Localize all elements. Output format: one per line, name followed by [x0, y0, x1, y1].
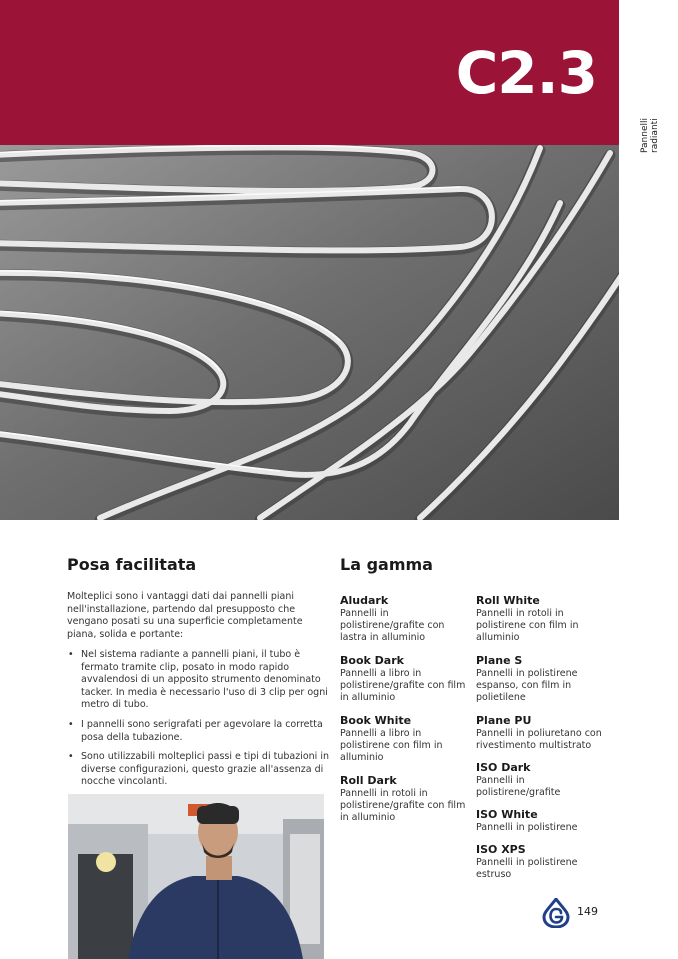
product-name: Roll White: [476, 594, 540, 607]
worker-illustration: [68, 794, 324, 959]
section-title-gamma: La gamma: [340, 555, 433, 574]
product-item: [476, 654, 606, 704]
intro-paragraph: Molteplici sono i vantaggi dati dai pannelli piani nell'installazione, partendo dal presupposto che vengano posati su una superficie completamente piana, solida e portante:: [67, 591, 303, 640]
list-item: • I pannelli sono serigrafati per agevolare la corretta posa della tubazione.: [68, 718, 323, 743]
product-name: Plane S: [476, 654, 523, 667]
product-name: Aludark: [340, 594, 389, 607]
page-number: 149: [577, 905, 598, 918]
product-desc: Pannelli in polistirene/grafite: [476, 775, 561, 798]
section-code: C2.3: [455, 39, 597, 107]
product-name: ISO White: [476, 808, 538, 821]
product-item: [476, 808, 606, 834]
bullet-icon: •: [68, 751, 74, 763]
product-desc: Pannelli in polistirene: [476, 822, 578, 833]
product-item: [476, 714, 606, 752]
product-item: [476, 843, 606, 881]
product-name: ISO Dark: [476, 761, 531, 774]
pipes-illustration: [0, 145, 619, 520]
product-item: [340, 594, 470, 644]
list-item: • Sono utilizzabili molteplici passi e tipi di tubazioni in diverse configurazioni, questo grazie all'assenza di nocche vincolanti.: [68, 751, 329, 788]
header-band: [0, 0, 619, 145]
product-name: Roll Dark: [340, 774, 397, 787]
product-name: Book Dark: [340, 654, 404, 667]
product-name: Book White: [340, 714, 412, 727]
product-desc: Pannelli in polistirene espanso, con film in polietilene: [476, 668, 578, 703]
side-tab: [640, 118, 670, 178]
product-item: [340, 654, 470, 704]
bullet-icon: •: [68, 649, 74, 660]
product-desc: Pannelli in poliuretano con rivestimento multistrato: [476, 728, 602, 751]
product-desc: Pannelli a libro in polistirene/grafite con film in alluminio: [340, 668, 466, 703]
product-item: [340, 774, 470, 824]
product-desc: Pannelli in polistirene/grafite con lastra in alluminio: [340, 608, 445, 643]
bullet-icon: •: [68, 718, 74, 730]
hero-photo: [0, 145, 619, 520]
product-item: [340, 714, 470, 764]
product-item: [476, 594, 606, 644]
list-item: • Nel sistema radiante a pannelli piani, il tubo è fermato tramite clip, posato in modo rapido avvalendosi di un apposito strumento denominato tacker. In media è necessario l'uso di 3 clip per ogni metro di tubo.: [68, 649, 328, 711]
product-desc: Pannelli in rotoli in polistirene con film in alluminio: [476, 608, 579, 643]
product-desc: Pannelli in rotoli in polistirene/grafite con film in alluminio: [340, 788, 466, 823]
worker-photo: [68, 794, 324, 959]
product-name: Plane PU: [476, 714, 532, 727]
product-desc: Pannelli in polistirene estruso: [476, 857, 578, 880]
product-desc: Pannelli a libro in polistirene con film in alluminio: [340, 728, 443, 763]
advantages-list: [67, 649, 329, 796]
section-title-posa: Posa facilitata: [67, 555, 197, 574]
product-item: [476, 761, 606, 799]
side-tab-label: Pannelli radianti: [640, 118, 660, 153]
brand-logo-icon: [542, 898, 570, 928]
product-name: ISO XPS: [476, 843, 526, 856]
